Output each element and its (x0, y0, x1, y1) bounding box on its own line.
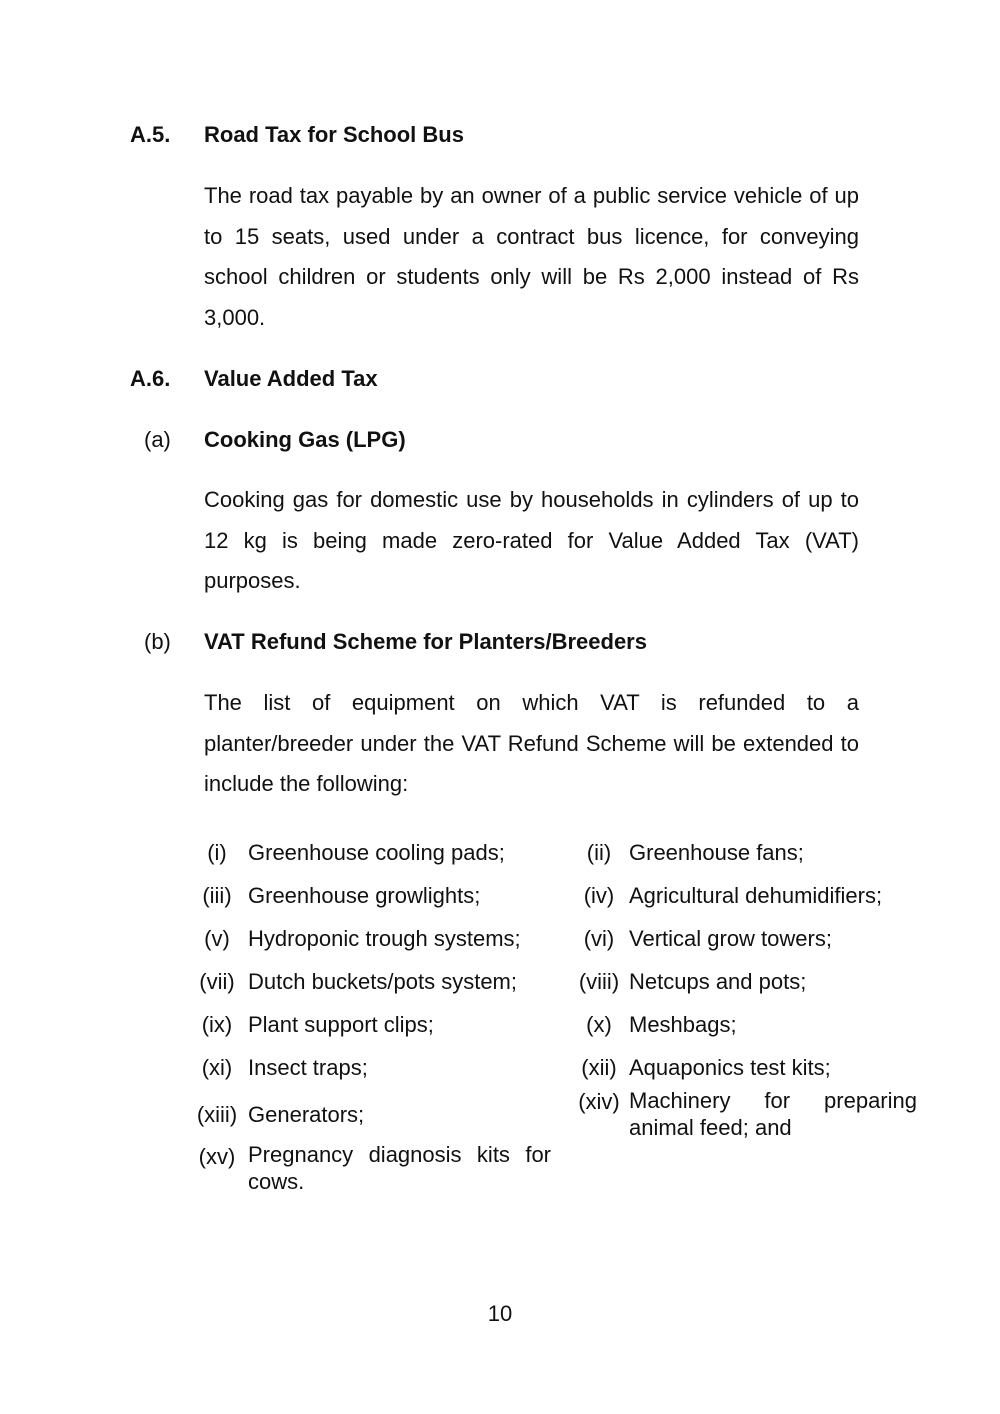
list-item-number: (xiv) (578, 1089, 620, 1114)
list-item: Dutch buckets/pots system; (248, 969, 517, 994)
list-item: Agricultural dehumidifiers; (629, 883, 883, 908)
list-item: Greenhouse growlights; (248, 883, 481, 908)
section-a5-label: A.5. (130, 122, 171, 147)
list-item-number: (xi) (201, 1055, 233, 1080)
list-item-number: (v) (204, 926, 230, 951)
list-item: Insect traps; (248, 1055, 368, 1080)
list-item-number: (viii) (578, 969, 620, 994)
list-item-number: (iii) (202, 883, 232, 908)
subsection-b-title: VAT Refund Scheme for Planters/Breeders (204, 629, 647, 654)
list-item: Vertical grow towers; (629, 926, 832, 951)
list-item-number: (xv) (198, 1144, 236, 1169)
list-item: Greenhouse fans; (629, 840, 804, 865)
list-item-number: (i) (207, 840, 227, 865)
list-item: Plant support clips; (248, 1012, 434, 1037)
list-item: Netcups and pots; (629, 969, 807, 994)
list-item-number: (xiii) (196, 1102, 238, 1127)
list-item: Machinery for preparing animal feed; and (629, 1088, 917, 1140)
subsection-b-label: (b) (144, 629, 171, 654)
page-number: 10 (487, 1301, 513, 1326)
subsection-a-body: Cooking gas for domestic use by households in cylinders of up to 12 kg is being made zero-rated for Value Added Tax (VAT) purposes. (204, 487, 859, 593)
list-item-number: (vii) (199, 969, 235, 994)
list-item-number: (vi) (583, 926, 615, 951)
section-a6-label: A.6. (130, 366, 171, 391)
list-item-number: (ix) (201, 1012, 233, 1037)
list-item: Pregnancy diagnosis kits for cows. (248, 1142, 551, 1194)
list-item: Meshbags; (629, 1012, 737, 1037)
list-item: Generators; (248, 1102, 365, 1127)
subsection-a-label: (a) (144, 427, 171, 452)
subsection-a-title: Cooking Gas (LPG) (204, 427, 406, 452)
subsection-b-body: The list of equipment on which VAT is refunded to a planter/breeder under the VAT Refund Scheme will be extended to include the following: (204, 690, 859, 796)
section-a6-title: Value Added Tax (204, 366, 378, 391)
list-item-number: (ii) (586, 840, 612, 865)
list-item: Greenhouse cooling pads; (248, 840, 505, 865)
section-a5-body: The road tax payable by an owner of a public service vehicle of up to 15 seats, used under a contract bus licence, for conveying school children or students only will be Rs 2,000 instead of Rs 3,000. (204, 183, 859, 330)
list-item: Hydroponic trough systems; (248, 926, 521, 951)
list-item-number: (iv) (583, 883, 615, 908)
list-item-number: (x) (586, 1012, 612, 1037)
list-item-number: (xii) (581, 1055, 617, 1080)
section-a5-title: Road Tax for School Bus (204, 122, 464, 147)
list-item: Aquaponics test kits; (629, 1055, 831, 1080)
